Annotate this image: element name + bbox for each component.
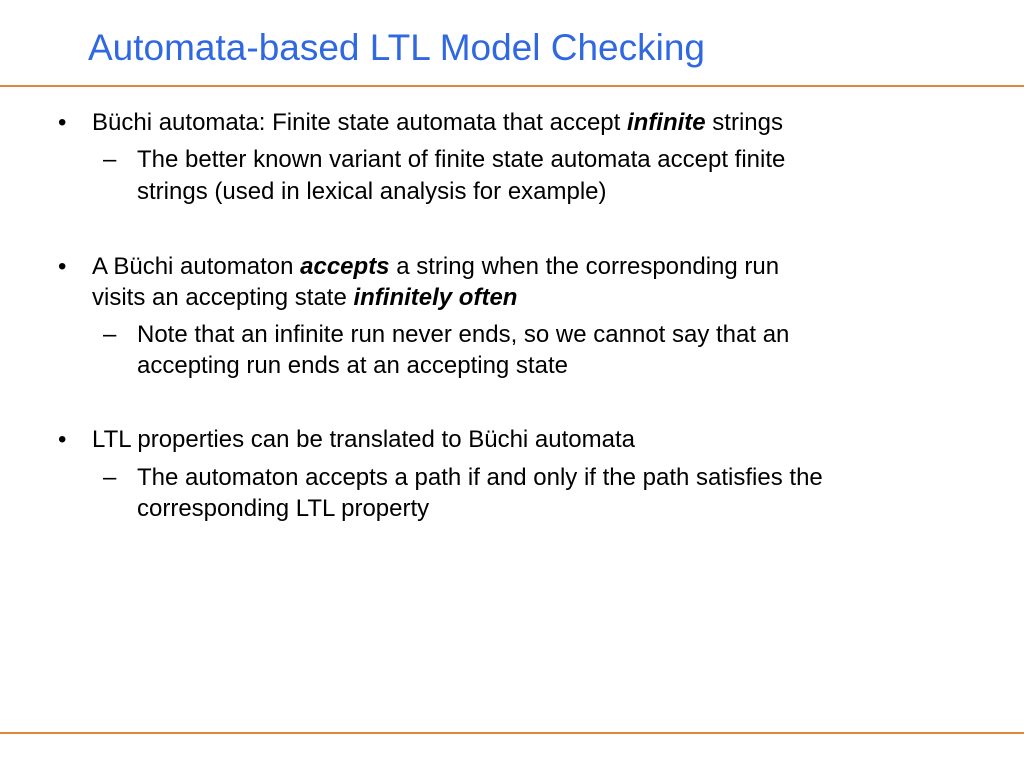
bullet-1-text-post: strings — [705, 109, 783, 136]
sub-bullet-marker: – — [103, 464, 117, 491]
bullet-3-sub-line-2: corresponding LTL property — [137, 495, 430, 522]
bullet-1-text-pre: Büchi automata: Finite state automata that accept — [92, 109, 627, 136]
bullet-1-line-1 — [92, 108, 783, 138]
bullet-marker: • — [58, 253, 67, 280]
bullet-2-line-1-post: a string when the corresponding run — [389, 253, 780, 280]
bullet-marker: • — [58, 109, 67, 136]
bullet-marker: • — [58, 426, 67, 453]
bullet-1-emphasis: infinite — [626, 109, 706, 136]
bullet-1-sub-line-2: strings (used in lexical analysis for example) — [137, 178, 607, 205]
bullet-2-line-2-emphasis: infinitely often — [353, 284, 518, 311]
sub-bullet-marker: – — [103, 146, 117, 173]
footer-divider — [0, 732, 1024, 734]
bullet-2-line-1 — [92, 252, 779, 282]
bullet-2-line-2-pre: visits an accepting state — [92, 284, 354, 311]
bullet-1-sub-line-1: The better known variant of finite state automata accept finite — [137, 146, 786, 173]
bullet-3-line-1: LTL properties can be translated to Büchi automata — [92, 426, 635, 453]
bullet-2-sub-line-1: Note that an infinite run never ends, so we cannot say that an — [137, 321, 790, 348]
bullet-2-line-1-emphasis: accepts — [300, 253, 390, 280]
slide-title: Automata-based LTL Model Checking — [88, 27, 706, 68]
sub-bullet-marker: – — [103, 321, 117, 348]
bullet-2-sub-line-2: accepting run ends at an accepting state — [137, 352, 568, 379]
bullet-3-sub-line-1: The automaton accepts a path if and only if the path satisfies the — [137, 464, 823, 491]
bullet-2-line-2 — [92, 283, 517, 313]
bullet-2-line-1-pre: A Büchi automaton — [92, 253, 301, 280]
